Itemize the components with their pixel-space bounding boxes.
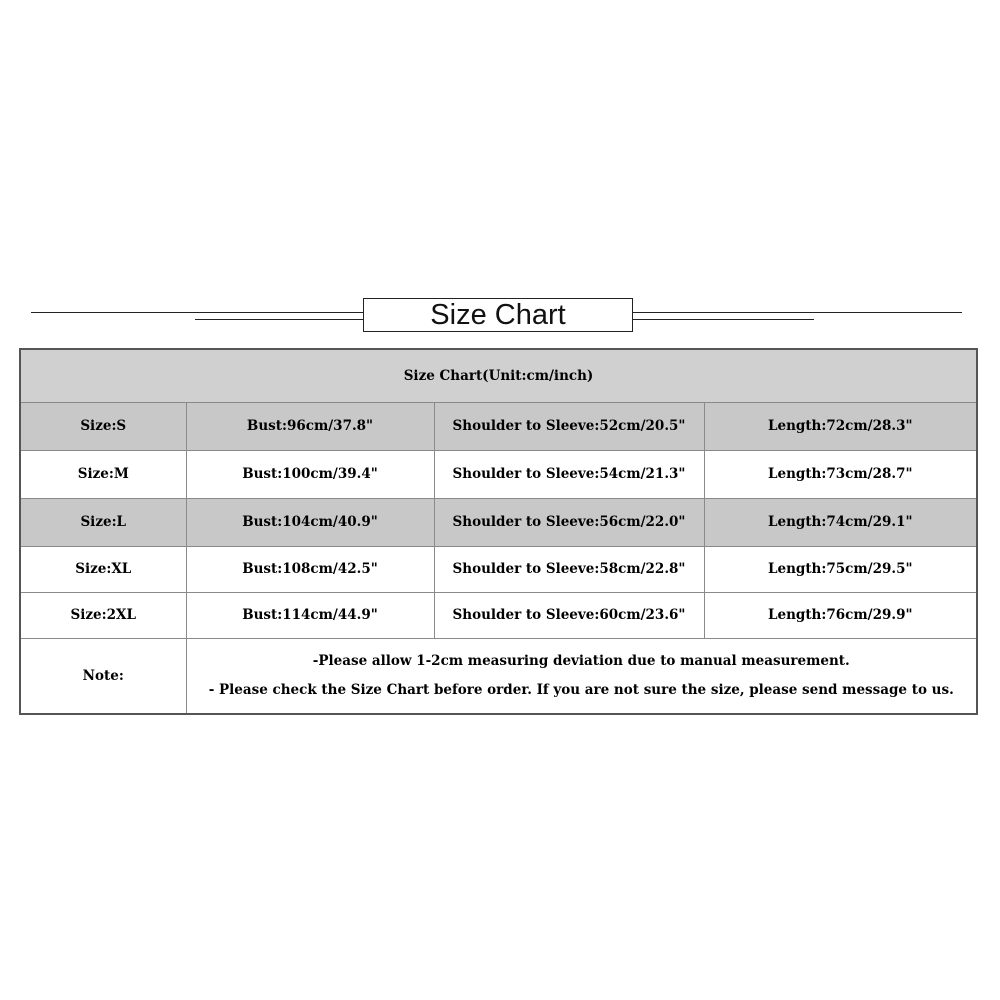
title-rule-right-bottom	[633, 319, 814, 320]
table-row	[20, 450, 977, 498]
note-label: Note:	[20, 638, 186, 714]
length-cell: Length:76cm/29.9"	[704, 592, 977, 638]
table-row	[20, 498, 977, 546]
title-rule-left-bottom	[195, 319, 363, 320]
table-row	[20, 546, 977, 592]
length-cell: Length:72cm/28.3"	[704, 402, 977, 450]
page-title: Size Chart	[363, 298, 633, 332]
bust-cell: Bust:108cm/42.5"	[186, 546, 434, 592]
bust-cell: Bust:96cm/37.8"	[186, 402, 434, 450]
length-cell: Length:73cm/28.7"	[704, 450, 977, 498]
table-row	[20, 402, 977, 450]
bust-cell: Bust:100cm/39.4"	[186, 450, 434, 498]
size-cell: Size:XL	[20, 546, 186, 592]
bust-cell: Bust:104cm/40.9"	[186, 498, 434, 546]
note-line: -Please allow 1-2cm measuring deviation due to manual measurement.	[312, 652, 850, 669]
shoulder-cell: Shoulder to Sleeve:54cm/21.3"	[434, 450, 704, 498]
size-cell: Size:S	[20, 402, 186, 450]
size-cell: Size:L	[20, 498, 186, 546]
shoulder-cell: Shoulder to Sleeve:58cm/22.8"	[434, 546, 704, 592]
note-line: - Please check the Size Chart before order. If you are not sure the size, please send message to us.	[208, 681, 954, 698]
shoulder-cell: Shoulder to Sleeve:52cm/20.5"	[434, 402, 704, 450]
size-chart-table	[19, 348, 978, 715]
title-rule-right-top	[633, 312, 962, 313]
note-text	[186, 638, 977, 714]
size-cell: Size:M	[20, 450, 186, 498]
bust-cell: Bust:114cm/44.9"	[186, 592, 434, 638]
size-cell: Size:2XL	[20, 592, 186, 638]
shoulder-cell: Shoulder to Sleeve:56cm/22.0"	[434, 498, 704, 546]
title-rule-left-top	[31, 312, 363, 313]
table-header-row	[20, 349, 977, 402]
note-row	[20, 638, 977, 714]
table-row	[20, 592, 977, 638]
length-cell: Length:75cm/29.5"	[704, 546, 977, 592]
shoulder-cell: Shoulder to Sleeve:60cm/23.6"	[434, 592, 704, 638]
length-cell: Length:74cm/29.1"	[704, 498, 977, 546]
table-header: Size Chart(Unit:cm/inch)	[20, 349, 977, 402]
